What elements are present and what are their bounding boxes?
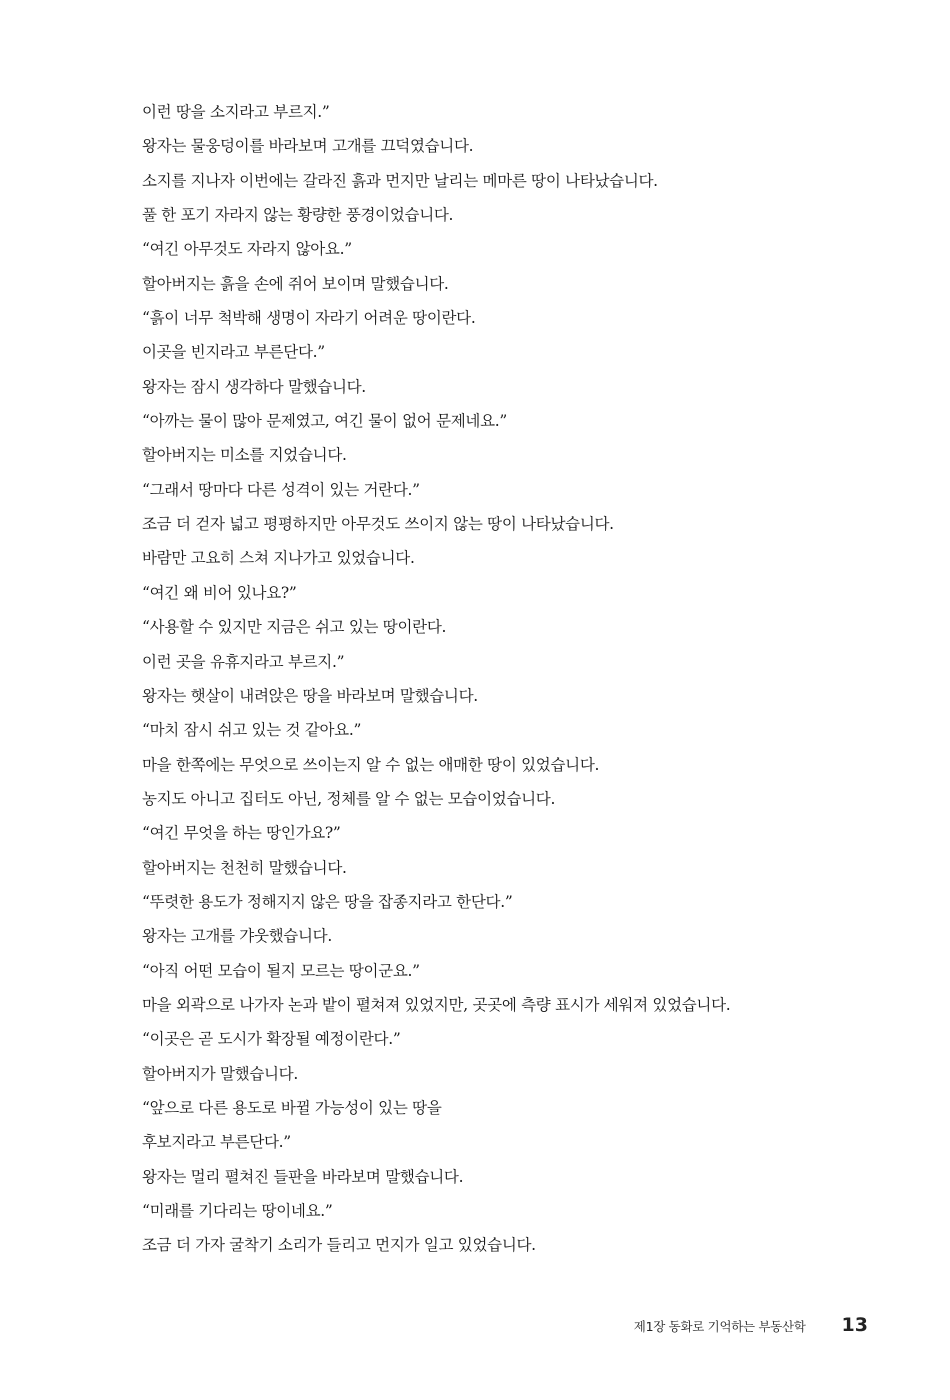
- body-line: “아직 어떤 모습이 될지 모르는 땅이군요.”: [142, 961, 420, 980]
- body-line: “뚜렷한 용도가 정해지지 않은 땅을 잡종지라고 한단다.”: [142, 892, 513, 911]
- body-line: “흙이 너무 척박해 생명이 자라기 어려운 땅이란다.: [142, 309, 476, 328]
- body-line: 후보지라고 부른단다.”: [142, 1133, 291, 1152]
- body-line: 바람만 고요히 스쳐 지나가고 있었습니다.: [142, 549, 415, 568]
- body-line: 조금 더 가자 굴착기 소리가 들리고 먼지가 일고 있었습니다.: [142, 1236, 536, 1255]
- body-line: 마을 외곽으로 나가자 논과 밭이 펼쳐져 있었지만, 곳곳에 측량 표시가 세워져 있었습니다.: [142, 995, 731, 1014]
- body-line: 소지를 지나자 이번에는 갈라진 흙과 먼지만 날리는 메마른 땅이 나타났습니다.: [142, 171, 658, 190]
- body-line: 풀 한 포기 자라지 않는 황량한 풍경이었습니다.: [142, 206, 454, 225]
- body-line: 이런 곳을 유휴지라고 부르지.”: [142, 652, 345, 671]
- body-line: “마치 잠시 쉬고 있는 것 같아요.”: [142, 721, 362, 740]
- body-line: 왕자는 잠시 생각하다 말했습니다.: [142, 377, 366, 396]
- body-line: “아까는 물이 많아 문제였고, 여긴 물이 없어 문제네요.”: [142, 412, 508, 431]
- body-line: 왕자는 물웅덩이를 바라보며 고개를 끄덕였습니다.: [142, 137, 474, 156]
- body-line: “그래서 땅마다 다른 성격이 있는 거란다.”: [142, 480, 420, 499]
- body-line: 이곳을 빈지라고 부른단다.”: [142, 343, 325, 362]
- body-line: 농지도 아니고 집터도 아닌, 정체를 알 수 없는 모습이었습니다.: [142, 789, 556, 808]
- body-line: “여긴 아무것도 자라지 않아요.”: [142, 240, 352, 259]
- page-number: 13: [841, 1314, 868, 1336]
- body-line: 할아버지는 미소를 지었습니다.: [142, 446, 347, 465]
- body-line: 마을 한쪽에는 무엇으로 쓰이는지 알 수 없는 애매한 땅이 있었습니다.: [142, 755, 600, 774]
- body-line: 할아버지는 흙을 손에 쥐어 보이며 말했습니다.: [142, 274, 449, 293]
- body-line: 조금 더 걷자 넓고 평평하지만 아무것도 쓰이지 않는 땅이 나타났습니다.: [142, 515, 614, 534]
- body-line: “이곳은 곧 도시가 확장될 예정이란다.”: [142, 1030, 401, 1049]
- body-line: “사용할 수 있지만 지금은 쉬고 있는 땅이란다.: [142, 618, 447, 637]
- body-line: “여긴 무엇을 하는 땅인가요?”: [142, 824, 341, 843]
- chapter-title: 제1장 동화로 기억하는 부동산학: [633, 1319, 806, 1334]
- page-footer: [634, 1314, 868, 1336]
- body-line: 할아버지가 말했습니다.: [142, 1064, 298, 1083]
- body-line: “앞으로 다른 용도로 바뀔 가능성이 있는 땅을: [142, 1098, 442, 1117]
- body-line: 왕자는 고개를 갸웃했습니다.: [142, 927, 332, 946]
- body-line: “미래를 기다리는 땅이네요.”: [142, 1202, 333, 1220]
- body-line: 왕자는 햇살이 내려앉은 땅을 바라보며 말했습니다.: [142, 686, 478, 705]
- body-text: [142, 95, 862, 1263]
- body-line: 왕자는 멀리 펼쳐진 들판을 바라보며 말했습니다.: [142, 1167, 464, 1186]
- body-line: 할아버지는 천천히 말했습니다.: [142, 858, 347, 877]
- body-line: 이런 땅을 소지라고 부르지.”: [142, 103, 330, 121]
- body-line: “여긴 왜 비어 있나요?”: [142, 583, 297, 602]
